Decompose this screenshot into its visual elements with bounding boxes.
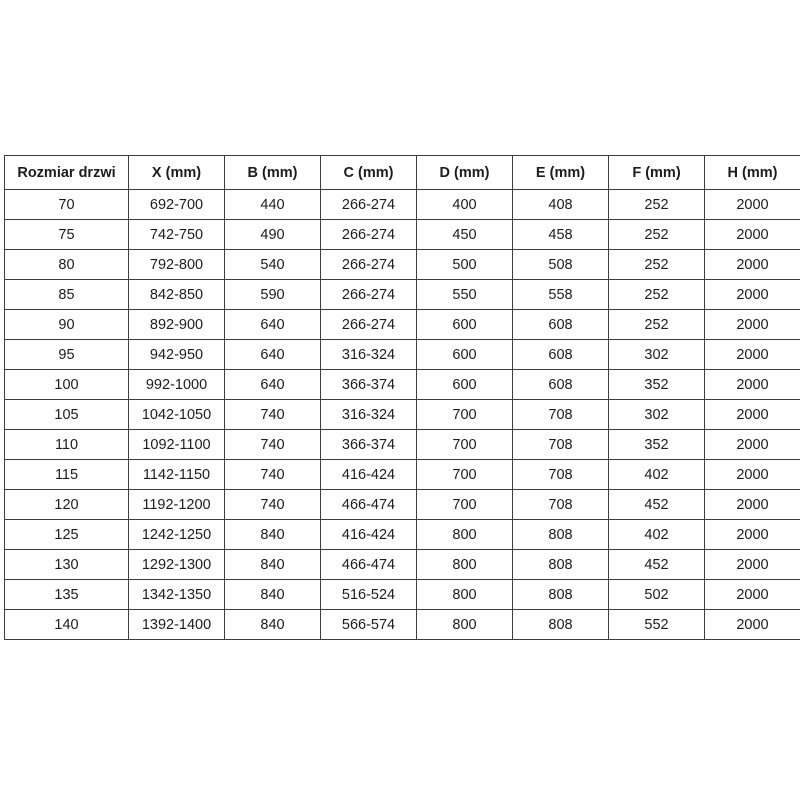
table-cell: 402 xyxy=(609,520,705,550)
table-cell: 252 xyxy=(609,280,705,310)
table-cell: 590 xyxy=(225,280,321,310)
table-row xyxy=(5,550,800,580)
table-cell: 120 xyxy=(5,490,129,520)
column-header: B (mm) xyxy=(225,156,321,190)
table-cell: 352 xyxy=(609,370,705,400)
table-cell: 2000 xyxy=(705,490,800,520)
table-cell: 316-324 xyxy=(321,340,417,370)
table-row xyxy=(5,490,800,520)
column-header: F (mm) xyxy=(609,156,705,190)
table-cell: 740 xyxy=(225,460,321,490)
table-cell: 105 xyxy=(5,400,129,430)
table-cell: 2000 xyxy=(705,370,800,400)
column-header: E (mm) xyxy=(513,156,609,190)
table-row xyxy=(5,340,800,370)
table-cell: 452 xyxy=(609,490,705,520)
table-cell: 85 xyxy=(5,280,129,310)
table-body xyxy=(5,190,800,640)
table-cell: 115 xyxy=(5,460,129,490)
table-cell: 840 xyxy=(225,610,321,640)
table-cell: 450 xyxy=(417,220,513,250)
table-cell: 808 xyxy=(513,520,609,550)
table-row xyxy=(5,370,800,400)
table-cell: 700 xyxy=(417,490,513,520)
table-cell: 808 xyxy=(513,610,609,640)
table-cell: 252 xyxy=(609,310,705,340)
table-cell: 792-800 xyxy=(129,250,225,280)
table-cell: 2000 xyxy=(705,310,800,340)
table-cell: 2000 xyxy=(705,550,800,580)
table-cell: 566-574 xyxy=(321,610,417,640)
table-cell: 402 xyxy=(609,460,705,490)
table-cell: 1042-1050 xyxy=(129,400,225,430)
table-cell: 2000 xyxy=(705,580,800,610)
table-cell: 600 xyxy=(417,340,513,370)
table-cell: 700 xyxy=(417,430,513,460)
table-cell: 90 xyxy=(5,310,129,340)
table-cell: 708 xyxy=(513,460,609,490)
table-cell: 416-424 xyxy=(321,520,417,550)
table-row xyxy=(5,250,800,280)
table-cell: 266-274 xyxy=(321,220,417,250)
table-row xyxy=(5,460,800,490)
table-cell: 808 xyxy=(513,580,609,610)
table-cell: 140 xyxy=(5,610,129,640)
table-cell: 540 xyxy=(225,250,321,280)
table-cell: 1242-1250 xyxy=(129,520,225,550)
table-cell: 708 xyxy=(513,490,609,520)
table-cell: 110 xyxy=(5,430,129,460)
table-cell: 2000 xyxy=(705,430,800,460)
column-header: H (mm) xyxy=(705,156,800,190)
table-cell: 1192-1200 xyxy=(129,490,225,520)
table-cell: 742-750 xyxy=(129,220,225,250)
table-cell: 740 xyxy=(225,400,321,430)
table-row xyxy=(5,190,800,220)
table-cell: 366-374 xyxy=(321,370,417,400)
table-cell: 600 xyxy=(417,310,513,340)
table-cell: 458 xyxy=(513,220,609,250)
table-cell: 2000 xyxy=(705,220,800,250)
table-cell: 400 xyxy=(417,190,513,220)
door-size-table-container xyxy=(4,155,800,640)
table-cell: 408 xyxy=(513,190,609,220)
table-cell: 502 xyxy=(609,580,705,610)
table-row xyxy=(5,220,800,250)
table-cell: 500 xyxy=(417,250,513,280)
table-cell: 302 xyxy=(609,340,705,370)
table-cell: 266-274 xyxy=(321,250,417,280)
table-cell: 800 xyxy=(417,580,513,610)
column-header: Rozmiar drzwi xyxy=(5,156,129,190)
table-cell: 440 xyxy=(225,190,321,220)
table-cell: 808 xyxy=(513,550,609,580)
table-cell: 1392-1400 xyxy=(129,610,225,640)
column-header: C (mm) xyxy=(321,156,417,190)
table-cell: 708 xyxy=(513,430,609,460)
table-cell: 600 xyxy=(417,370,513,400)
table-cell: 840 xyxy=(225,550,321,580)
table-cell: 366-374 xyxy=(321,430,417,460)
table-cell: 2000 xyxy=(705,280,800,310)
table-cell: 252 xyxy=(609,190,705,220)
table-cell: 125 xyxy=(5,520,129,550)
table-row xyxy=(5,610,800,640)
table-row xyxy=(5,310,800,340)
table-cell: 95 xyxy=(5,340,129,370)
table-cell: 252 xyxy=(609,250,705,280)
table-cell: 466-474 xyxy=(321,490,417,520)
table-cell: 2000 xyxy=(705,250,800,280)
table-cell: 75 xyxy=(5,220,129,250)
table-row xyxy=(5,580,800,610)
table-cell: 550 xyxy=(417,280,513,310)
table-cell: 708 xyxy=(513,400,609,430)
table-cell: 2000 xyxy=(705,190,800,220)
table-cell: 608 xyxy=(513,370,609,400)
table-cell: 2000 xyxy=(705,610,800,640)
column-header: X (mm) xyxy=(129,156,225,190)
table-cell: 466-474 xyxy=(321,550,417,580)
table-cell: 740 xyxy=(225,490,321,520)
table-cell: 70 xyxy=(5,190,129,220)
table-cell: 640 xyxy=(225,340,321,370)
table-cell: 558 xyxy=(513,280,609,310)
table-cell: 840 xyxy=(225,580,321,610)
table-cell: 2000 xyxy=(705,460,800,490)
table-cell: 800 xyxy=(417,550,513,580)
table-cell: 135 xyxy=(5,580,129,610)
table-cell: 640 xyxy=(225,310,321,340)
column-header: D (mm) xyxy=(417,156,513,190)
table-cell: 316-324 xyxy=(321,400,417,430)
table-cell: 252 xyxy=(609,220,705,250)
table-cell: 608 xyxy=(513,310,609,340)
table-cell: 800 xyxy=(417,610,513,640)
table-cell: 700 xyxy=(417,400,513,430)
table-row xyxy=(5,430,800,460)
table-cell: 992-1000 xyxy=(129,370,225,400)
table-row xyxy=(5,400,800,430)
table-cell: 700 xyxy=(417,460,513,490)
table-cell: 416-424 xyxy=(321,460,417,490)
table-cell: 842-850 xyxy=(129,280,225,310)
table-cell: 1092-1100 xyxy=(129,430,225,460)
table-cell: 490 xyxy=(225,220,321,250)
table-cell: 800 xyxy=(417,520,513,550)
table-cell: 302 xyxy=(609,400,705,430)
table-cell: 508 xyxy=(513,250,609,280)
table-cell: 80 xyxy=(5,250,129,280)
table-cell: 266-274 xyxy=(321,310,417,340)
table-row xyxy=(5,520,800,550)
table-cell: 892-900 xyxy=(129,310,225,340)
table-cell: 452 xyxy=(609,550,705,580)
table-cell: 552 xyxy=(609,610,705,640)
table-cell: 516-524 xyxy=(321,580,417,610)
table-cell: 266-274 xyxy=(321,280,417,310)
table-cell: 840 xyxy=(225,520,321,550)
table-cell: 692-700 xyxy=(129,190,225,220)
table-cell: 740 xyxy=(225,430,321,460)
table-cell: 942-950 xyxy=(129,340,225,370)
table-cell: 608 xyxy=(513,340,609,370)
table-head xyxy=(5,156,800,190)
table-cell: 2000 xyxy=(705,400,800,430)
table-header-row xyxy=(5,156,800,190)
table-cell: 1342-1350 xyxy=(129,580,225,610)
table-cell: 130 xyxy=(5,550,129,580)
table-cell: 2000 xyxy=(705,520,800,550)
table-cell: 640 xyxy=(225,370,321,400)
table-cell: 352 xyxy=(609,430,705,460)
table-cell: 1142-1150 xyxy=(129,460,225,490)
table-cell: 266-274 xyxy=(321,190,417,220)
table-cell: 100 xyxy=(5,370,129,400)
table-cell: 2000 xyxy=(705,340,800,370)
door-size-spec-table xyxy=(4,155,800,640)
table-row xyxy=(5,280,800,310)
table-cell: 1292-1300 xyxy=(129,550,225,580)
